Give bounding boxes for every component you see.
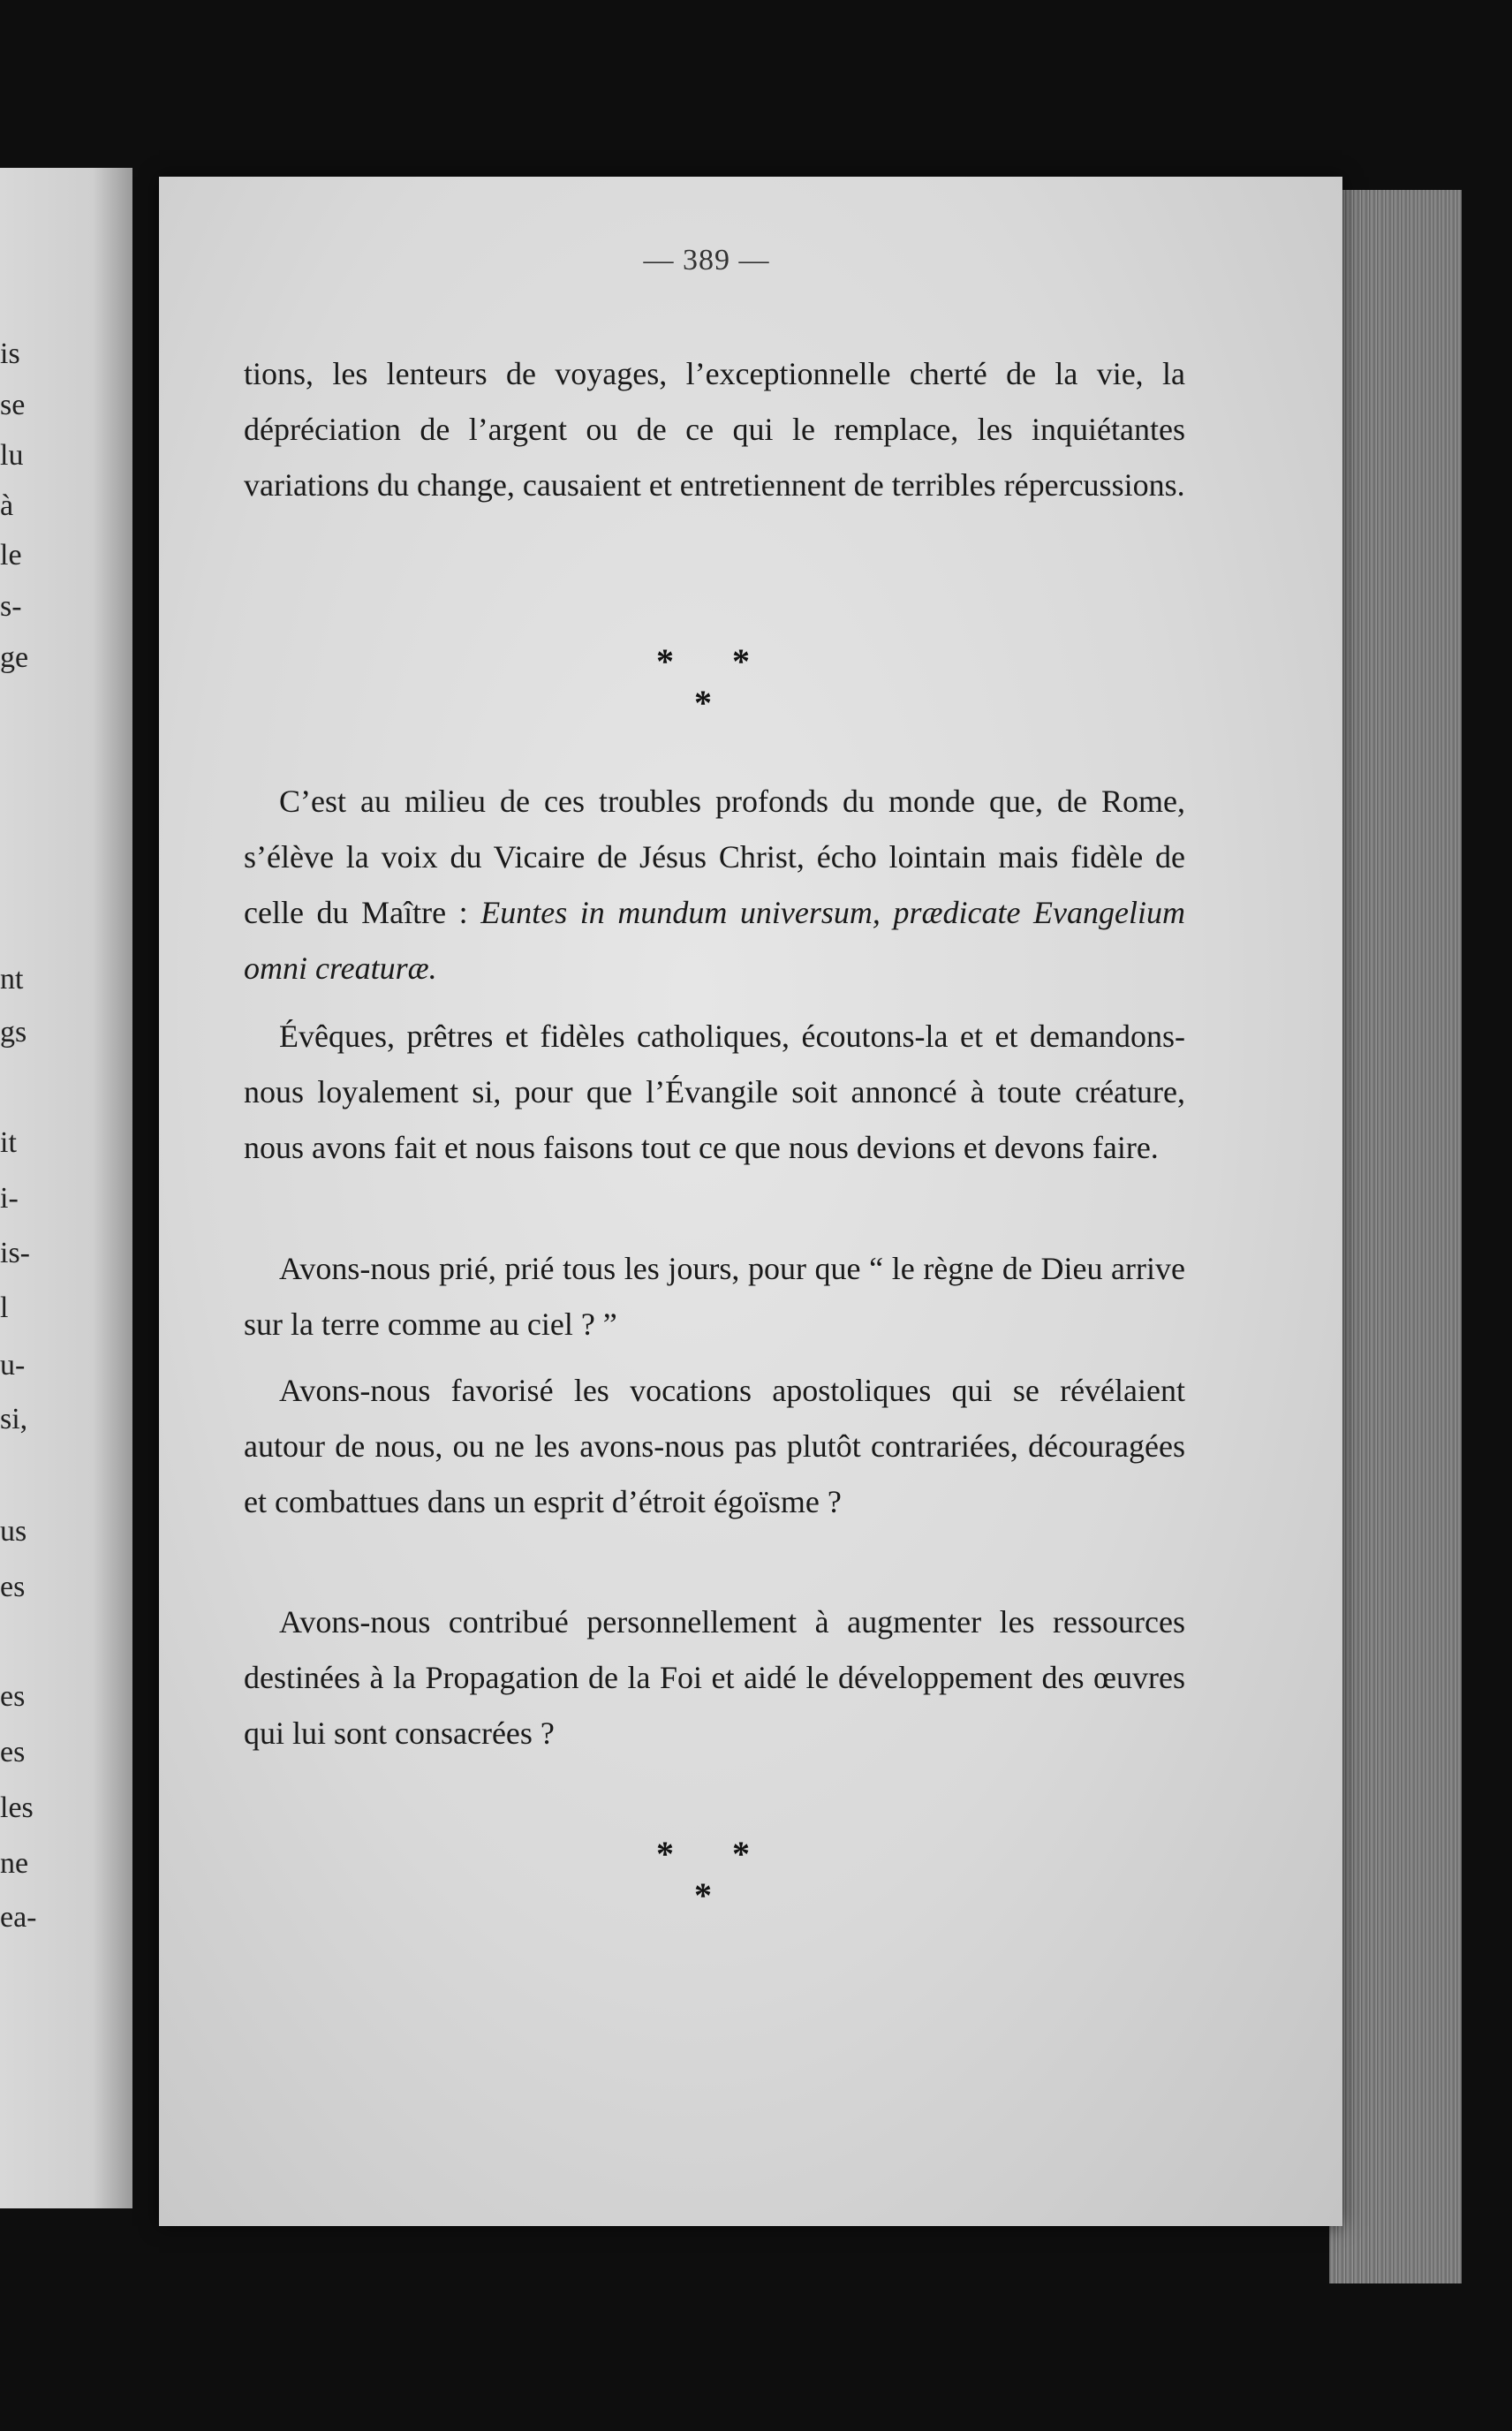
left-fragment: ea-	[0, 1901, 37, 1934]
paragraph-2	[244, 774, 1185, 996]
left-fragment: s-	[0, 590, 22, 623]
left-fragment: i-	[0, 1182, 19, 1215]
left-fragment: nt	[0, 963, 24, 996]
paragraph-1	[244, 346, 1185, 513]
left-fragment: ne	[0, 1847, 29, 1880]
left-fragment: les	[0, 1791, 34, 1824]
left-fragment: si,	[0, 1403, 28, 1435]
paragraph-text: Avons-nous contribué personnellement à augmenter les ressources destinées à la Propagation de la Foi et aidé le développement des œuvres qui lui sont consacrées ?	[244, 1604, 1185, 1751]
section-separator: * * *	[656, 1834, 775, 1915]
paragraph-text: tions, les lenteurs de voyages, l’exceptionnelle cherté de la vie, la dépréciation de l’argent ou de ce qui le remplace, les inquiétantes variations du change, causaient et entretiennent de terribles répercussions.	[244, 356, 1185, 503]
paragraph-text: Avons-nous prié, prié tous les jours, pour que “ le règne de Dieu arrive sur la terre comme au ciel ? ”	[244, 1251, 1185, 1342]
paragraph-text: Avons-nous favorisé les vocations apostoliques qui se révélaient autour de nous, ou ne les avons-nous pas plutôt contrariées, découragées et combattues dans un esprit d’étroit égoïsme ?	[244, 1373, 1185, 1519]
paragraph-plain: C’est au milieu de ces troubles profonds du monde que, de Rome, s’élève la voix du Vicaire de Jésus Christ, écho lointain mais fidèle de celle du Maître :	[244, 784, 1185, 930]
left-fragment: is	[0, 337, 20, 370]
left-fragment: es	[0, 1571, 26, 1603]
left-fragment: l	[0, 1291, 9, 1324]
left-fragment: à	[0, 489, 14, 522]
paragraph-3	[244, 1009, 1185, 1176]
left-facing-page	[0, 168, 132, 2208]
left-fragment: is-	[0, 1237, 30, 1269]
left-fragment: es	[0, 1680, 26, 1713]
page-number: — 389 —	[643, 244, 770, 276]
left-fragment: u-	[0, 1349, 26, 1382]
left-fragment: lu	[0, 439, 24, 472]
scan-artifact	[664, 2332, 682, 2350]
paragraph-6	[244, 1594, 1185, 1761]
left-fragment: es	[0, 1736, 26, 1768]
left-fragment: gs	[0, 1016, 27, 1049]
paragraph-text: Évêques, prêtres et fidèles catholiques, écoutons-la et et demandons-nous loyalement si, pour que l’Évangile soit annoncé à toute créature, nous avons fait et nous faisons tout ce que nous devions et devons faire.	[244, 1019, 1185, 1165]
latin-quote: Euntes in mundum universum, prædicate Evangelium omni creaturæ.	[244, 895, 1185, 986]
paragraph-4	[244, 1241, 1185, 1352]
left-fragment: se	[0, 389, 26, 421]
paragraph-5	[244, 1363, 1185, 1530]
left-fragment: ge	[0, 641, 29, 674]
paragraph-text	[244, 774, 1185, 996]
page-edges	[1329, 190, 1462, 2283]
left-fragment: le	[0, 539, 22, 572]
left-fragment: us	[0, 1515, 27, 1548]
section-separator: * * *	[656, 641, 775, 723]
left-fragment: it	[0, 1126, 17, 1159]
